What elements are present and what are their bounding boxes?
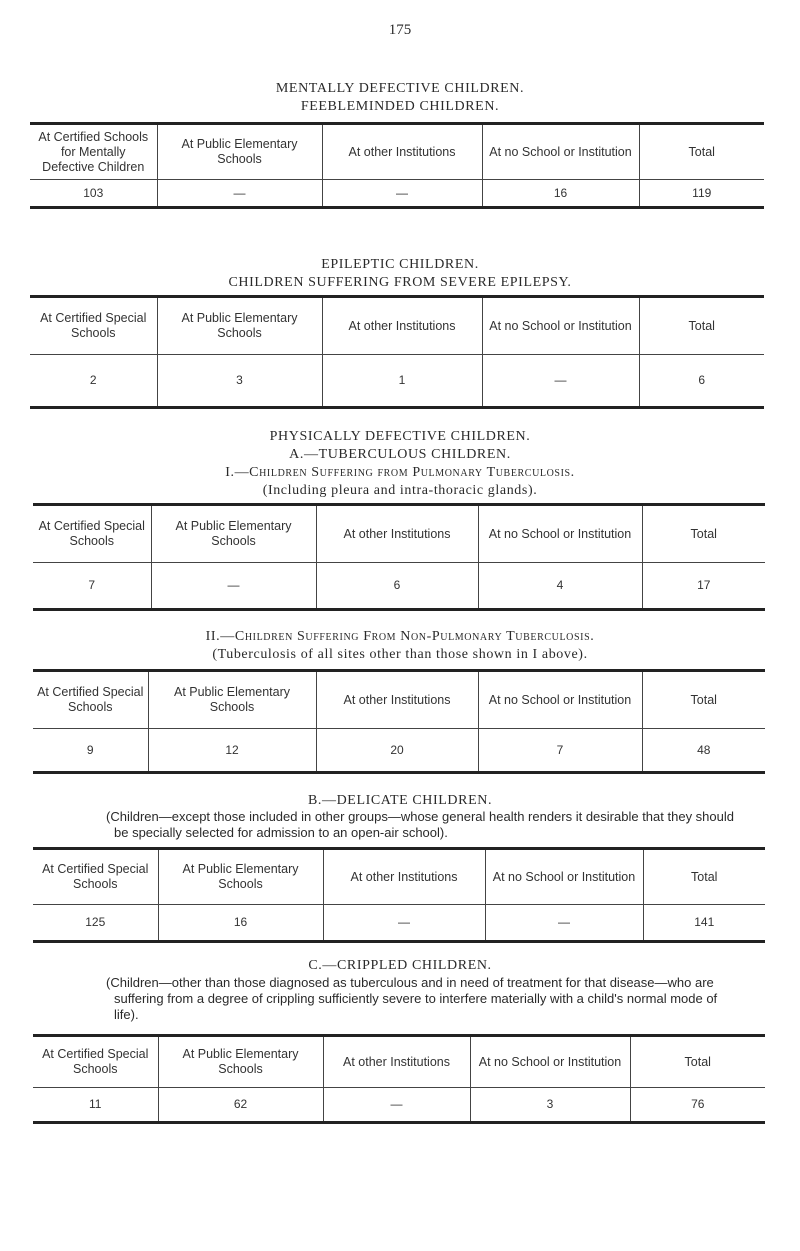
column-header: At Public Elementary Schools [151,505,316,563]
table-cell: — [323,905,485,942]
heading-non-pulmonary [0,628,800,645]
table-cell: 7 [88,578,96,592]
table-cell: — [151,563,316,610]
table-pulmonary [33,503,765,611]
table-row [30,180,764,208]
table-cell: 1 [322,355,482,408]
column-header: At no School or Institution [482,124,639,180]
table-row [33,729,765,773]
column-header: At other Institutions [322,124,482,180]
column-header: At Public Elementary Schools [148,671,316,729]
heading-delicate: B.—DELICATE CHILDREN. [307,793,493,808]
column-header: At Public Elementary Schools [157,297,322,355]
column-header: Total [642,505,765,563]
table-epileptic [30,295,764,409]
table-row [30,355,764,408]
table-cell: — [482,355,639,408]
heading-physically-defective: PHYSICALLY DEFECTIVE CHILDREN. [269,429,531,444]
column-header: At Certified Special Schools [33,671,148,729]
column-header: At no School or Institution [485,849,643,905]
column-header: At other Institutions [323,1036,470,1088]
page-number: 175 [388,22,412,38]
table-cell: 12 [148,729,316,773]
table-cell: 9 [86,742,94,757]
table-cell: 6 [639,355,764,408]
delicate-note: (Children—except those included in other groups—whose general health renders it desirable that they should be specially selected for admission to an open-air school). [106,809,734,840]
heading-epileptic: EPILEPTIC CHILDREN. [321,257,479,272]
table-cell: 7 [478,729,642,773]
table-feebleminded [30,122,764,209]
table-cell: 62 [158,1088,323,1123]
column-header: At Certified Schools for Mentally Defective Children [30,124,157,180]
heading-pulmonary-note: (Including pleura and intra-thoracic glands). [262,483,538,498]
column-header: At other Institutions [323,849,485,905]
column-header: At Public Elementary Schools [158,849,323,905]
heading-title: Children Suffering From Non-Pulmonary Tuberculosis. [234,629,595,644]
column-header: At Public Elementary Schools [158,1036,323,1088]
heading-title: Children Suffering from Pulmonary Tuberculosis. [249,465,575,480]
table-cell: 17 [642,563,765,610]
column-header: Total [643,849,765,905]
column-header: At Public Elementary Schools [157,124,322,180]
table-header-row [30,297,764,355]
heading-crippled: C.—CRIPPLED CHILDREN. [308,958,492,973]
heading-feebleminded: FEEBLEMINDED CHILDREN. [300,99,500,114]
heading-tuberculous: A.—TUBERCULOUS CHILDREN. [289,447,511,462]
table-header-row [33,1036,765,1088]
column-header: At Certified Special Schools [33,1036,158,1088]
column-header: At other Institutions [316,671,478,729]
table-cell: 2 [89,373,97,387]
table-cell: — [322,180,482,208]
table-header-row [33,505,765,563]
table-cell: 125 [85,915,106,929]
table-cell: — [323,1088,470,1123]
column-header: At other Institutions [316,505,478,563]
heading-pulmonary [0,464,800,481]
table-header-row [30,124,764,180]
column-header: Total [639,124,764,180]
column-header: At other Institutions [322,297,482,355]
column-header: At Certified Special Schools [33,849,158,905]
column-header: Total [639,297,764,355]
crippled-note: (Children—other than those diagnosed as tuberculous and in need of treatment for that disease—who are suffering from a degree of crippling sufficiently severe to interfere materially with a child's normal mode of life). [106,975,718,1022]
table-delicate [33,847,765,943]
column-header: At Certified Special Schools [30,297,157,355]
table-row [33,1088,765,1123]
table-cell: 4 [478,563,642,610]
table-cell: 3 [157,355,322,408]
table-cell: 6 [316,563,478,610]
heading-severe-epilepsy: CHILDREN SUFFERING FROM SEVERE EPILEPSY. [228,275,572,290]
heading-mentally-defective: MENTALLY DEFECTIVE CHILDREN. [275,81,525,96]
table-non-pulmonary [33,669,765,774]
table-cell: — [157,180,322,208]
column-header: Total [630,1036,765,1088]
table-header-row [33,671,765,729]
heading-non-pulmonary-note: (Tuberculosis of all sites other than those shown in I above). [212,647,588,662]
table-cell: 141 [643,905,765,942]
table-row [33,905,765,942]
table-cell: 16 [158,905,323,942]
heading-numeral: I.— [225,465,250,480]
column-header: Total [642,671,765,729]
table-cell: 103 [83,185,104,200]
column-header: At no School or Institution [470,1036,630,1088]
column-header: At no School or Institution [482,297,639,355]
column-header: At Certified Special Schools [33,505,151,563]
table-cell: 16 [482,180,639,208]
heading-numeral: II.— [205,629,235,644]
table-cell: 20 [316,729,478,773]
table-cell: 48 [642,729,765,773]
table-header-row [33,849,765,905]
column-header: At no School or Institution [478,671,642,729]
column-header: At no School or Institution [478,505,642,563]
table-cell: — [485,905,643,942]
table-crippled [33,1034,765,1124]
table-cell: 119 [639,180,764,208]
table-cell: 3 [470,1088,630,1123]
table-row [33,563,765,610]
table-cell: 11 [89,1097,102,1111]
table-cell: 76 [630,1088,765,1123]
